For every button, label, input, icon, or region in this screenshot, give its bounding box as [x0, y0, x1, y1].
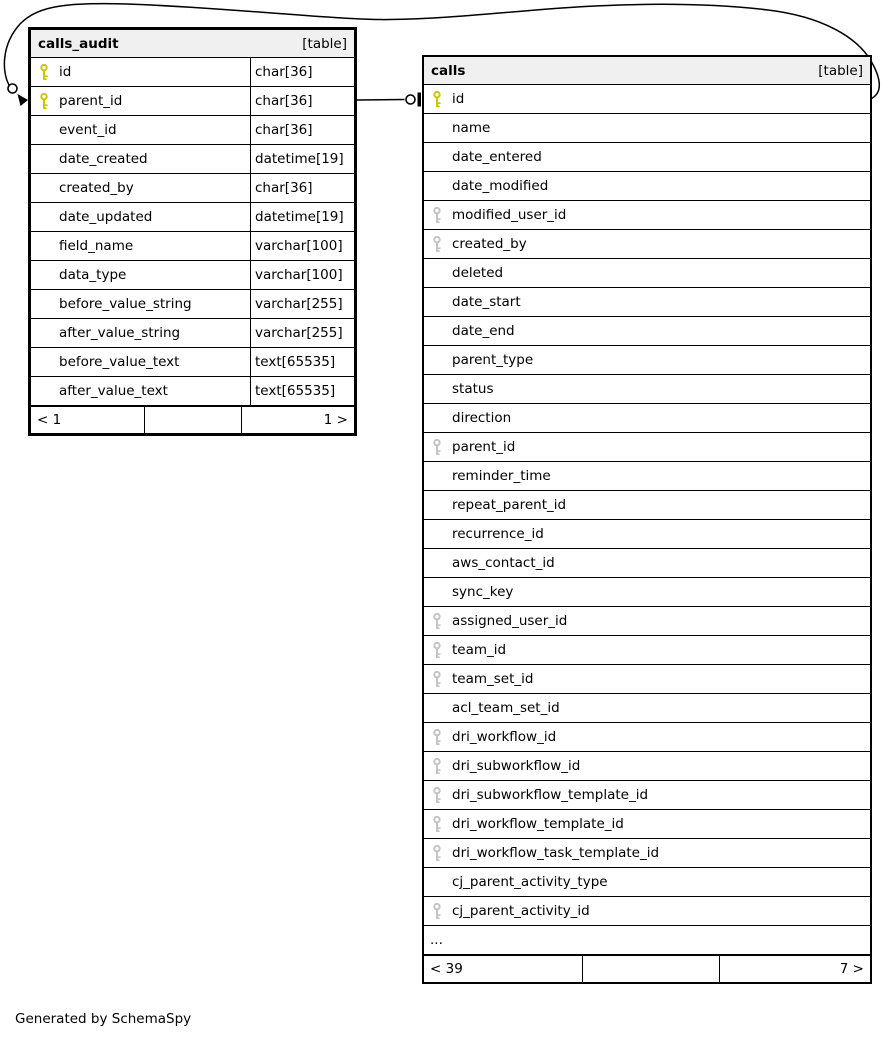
column-row-acl_team_set_id[interactable]: [424, 693, 870, 722]
table-type-badge: [table]: [302, 35, 347, 52]
column-row-dri_subworkflow_template_id[interactable]: [424, 780, 870, 809]
no-key-spacer: [431, 874, 443, 891]
column-row-parent_type[interactable]: [424, 345, 870, 374]
column-name: assigned_user_id: [452, 613, 568, 629]
column-row-parent_id[interactable]: [31, 86, 354, 115]
no-key-spacer: [431, 555, 443, 572]
primary-key-icon: [38, 93, 50, 110]
table-name[interactable]: calls_audit: [38, 35, 119, 52]
column-row-data_type[interactable]: [31, 260, 354, 289]
column-name: field_name: [59, 238, 134, 254]
column-row-aws_contact_id[interactable]: [424, 548, 870, 577]
column-type: varchar[255]: [250, 290, 354, 318]
column-name: date_end: [452, 323, 515, 339]
column-row-date_end[interactable]: [424, 316, 870, 345]
column-type: char[36]: [250, 58, 354, 86]
column-name-cell: [31, 290, 250, 318]
column-name-cell: [31, 203, 250, 231]
arrow-marker: [18, 94, 29, 106]
footer-parents-count: < 1: [31, 407, 145, 433]
foreign-key-icon: [431, 845, 443, 862]
column-row-date_created[interactable]: [31, 144, 354, 173]
column-name-cell: [31, 232, 250, 260]
column-row-date_modified[interactable]: [424, 171, 870, 200]
foreign-key-icon: [431, 613, 443, 630]
column-name-cell: [424, 694, 870, 722]
no-key-spacer: [431, 294, 443, 311]
column-name: repeat_parent_id: [452, 497, 567, 513]
column-name: cj_parent_activity_type: [452, 874, 608, 890]
footer-children-count: 7 >: [839, 961, 864, 977]
table-name[interactable]: calls: [431, 62, 466, 79]
column-row-repeat_parent_id[interactable]: [424, 490, 870, 519]
column-row-deleted[interactable]: [424, 258, 870, 287]
column-name-cell: [424, 346, 870, 374]
column-type: varchar[100]: [250, 261, 354, 289]
table-columns: [424, 84, 870, 925]
column-name: after_value_text: [59, 383, 168, 399]
column-row-after_value_string[interactable]: [31, 318, 354, 347]
column-row-recurrence_id[interactable]: [424, 519, 870, 548]
column-row-created_by[interactable]: [424, 229, 870, 258]
column-name: parent_type: [452, 352, 534, 368]
column-row-after_value_text[interactable]: [31, 376, 354, 405]
column-name-cell: [424, 433, 870, 461]
column-name-cell: [424, 230, 870, 258]
column-name-cell: [424, 781, 870, 809]
column-name-cell: [424, 868, 870, 896]
odot-marker: [406, 95, 415, 104]
column-name: team_id: [452, 642, 507, 658]
table-footer: [424, 954, 870, 982]
table-columns: [31, 57, 354, 405]
generated-by-label: Generated by SchemaSpy: [15, 1011, 192, 1027]
column-name: date_modified: [452, 178, 549, 194]
column-row-date_updated[interactable]: [31, 202, 354, 231]
column-name: dri_subworkflow_template_id: [452, 787, 649, 803]
odot-marker: [8, 84, 17, 93]
column-type: datetime[19]: [250, 145, 354, 173]
footer-middle-cell: [583, 956, 720, 982]
column-row-dri_workflow_id[interactable]: [424, 722, 870, 751]
column-name: event_id: [59, 122, 117, 138]
column-name-cell: [424, 607, 870, 635]
column-row-before_value_string[interactable]: [31, 289, 354, 318]
tee-marker: [418, 93, 422, 107]
column-row-team_id[interactable]: [424, 635, 870, 664]
no-key-spacer: [38, 296, 50, 313]
no-key-spacer: [38, 238, 50, 255]
column-name-cell: [424, 752, 870, 780]
no-key-spacer: [38, 180, 50, 197]
column-name-cell: [424, 288, 870, 316]
column-name: name: [452, 120, 491, 136]
no-key-spacer: [38, 122, 50, 139]
column-name-cell: [424, 143, 870, 171]
column-type: char[36]: [250, 174, 354, 202]
column-row-sync_key[interactable]: [424, 577, 870, 606]
column-row-id[interactable]: [424, 84, 870, 113]
column-name-cell: [424, 520, 870, 548]
column-name-cell: [31, 87, 250, 115]
foreign-key-icon: [431, 816, 443, 833]
column-name: direction: [452, 410, 512, 426]
column-row-reminder_time[interactable]: [424, 461, 870, 490]
column-row-field_name[interactable]: [31, 231, 354, 260]
column-name: modified_user_id: [452, 207, 567, 223]
column-name-cell: [31, 116, 250, 144]
column-row-dri_workflow_task_template_id[interactable]: [424, 838, 870, 867]
column-name: date_updated: [59, 209, 153, 225]
no-key-spacer: [431, 178, 443, 195]
column-row-id[interactable]: [31, 57, 354, 86]
no-key-spacer: [431, 497, 443, 514]
no-key-spacer: [431, 352, 443, 369]
column-name-cell: [424, 839, 870, 867]
column-name: dri_subworkflow_id: [452, 758, 581, 774]
no-key-spacer: [431, 526, 443, 543]
primary-key-icon: [431, 91, 443, 108]
table-footer: [31, 405, 354, 433]
column-name-cell: [424, 462, 870, 490]
column-row-name[interactable]: [424, 113, 870, 142]
column-name-cell: [424, 172, 870, 200]
column-name-cell: [424, 810, 870, 838]
column-name-cell: [31, 261, 250, 289]
column-name-cell: [424, 549, 870, 577]
column-row-cj_parent_activity_type[interactable]: [424, 867, 870, 896]
table-header: [424, 57, 870, 84]
column-type: varchar[100]: [250, 232, 354, 260]
foreign-key-icon: [431, 439, 443, 456]
column-name: acl_team_set_id: [452, 700, 560, 716]
column-row-assigned_user_id[interactable]: [424, 606, 870, 635]
no-key-spacer: [431, 584, 443, 601]
footer-parents-count: < 39: [424, 956, 583, 982]
column-name-cell: [424, 259, 870, 287]
column-name: date_entered: [452, 149, 542, 165]
column-name: deleted: [452, 265, 504, 281]
column-name: dri_workflow_id: [452, 729, 557, 745]
no-key-spacer: [431, 323, 443, 340]
no-key-spacer: [38, 325, 50, 342]
column-type: text[65535]: [250, 348, 354, 376]
footer-middle-cell: [145, 407, 242, 433]
column-row-dri_workflow_template_id[interactable]: [424, 809, 870, 838]
column-row-created_by[interactable]: [31, 173, 354, 202]
foreign-key-icon: [431, 236, 443, 253]
column-name-cell: [31, 377, 250, 405]
column-type: char[36]: [250, 116, 354, 144]
column-row-parent_id[interactable]: [424, 432, 870, 461]
foreign-key-icon: [431, 642, 443, 659]
column-name-cell: [424, 85, 870, 113]
column-name: date_created: [59, 151, 148, 167]
column-name: aws_contact_id: [452, 555, 555, 571]
column-name: status: [452, 381, 494, 397]
foreign-key-icon: [431, 207, 443, 224]
column-name: date_start: [452, 294, 521, 310]
column-row-date_start[interactable]: [424, 287, 870, 316]
no-key-spacer: [38, 383, 50, 400]
column-name: team_set_id: [452, 671, 534, 687]
column-name-cell: [424, 114, 870, 142]
column-name: parent_id: [452, 439, 516, 455]
foreign-key-icon: [431, 729, 443, 746]
no-key-spacer: [431, 149, 443, 166]
column-row-status[interactable]: [424, 374, 870, 403]
table-calls: [422, 55, 872, 984]
no-key-spacer: [431, 468, 443, 485]
column-name: reminder_time: [452, 468, 551, 484]
column-name: before_value_string: [59, 296, 192, 312]
relationship-straight: [357, 93, 421, 107]
column-row-direction[interactable]: [424, 403, 870, 432]
column-name: dri_workflow_template_id: [452, 816, 624, 832]
column-name-cell: [424, 665, 870, 693]
column-name: parent_id: [59, 93, 123, 109]
column-name-cell: [31, 58, 250, 86]
column-name-cell: [31, 174, 250, 202]
column-name-cell: [31, 348, 250, 376]
no-key-spacer: [431, 120, 443, 137]
column-type: varchar[255]: [250, 319, 354, 347]
no-key-spacer: [38, 209, 50, 226]
foreign-key-icon: [431, 787, 443, 804]
column-name: created_by: [59, 180, 134, 196]
column-row-event_id[interactable]: [31, 115, 354, 144]
column-name: id: [452, 91, 465, 107]
no-key-spacer: [38, 354, 50, 371]
no-key-spacer: [38, 267, 50, 284]
column-name: before_value_text: [59, 354, 180, 370]
footer-children-count: 1 >: [323, 412, 348, 428]
foreign-key-icon: [431, 671, 443, 688]
column-type: datetime[19]: [250, 203, 354, 231]
column-name: dri_workflow_task_template_id: [452, 845, 660, 861]
column-name: id: [59, 64, 72, 80]
column-name: created_by: [452, 236, 527, 252]
column-name-cell: [31, 145, 250, 173]
column-name: cj_parent_activity_id: [452, 903, 590, 919]
column-row-dri_subworkflow_id[interactable]: [424, 751, 870, 780]
column-name-cell: [424, 375, 870, 403]
no-key-spacer: [431, 410, 443, 427]
column-row-cj_parent_activity_id[interactable]: [424, 896, 870, 925]
primary-key-icon: [38, 64, 50, 81]
column-row-modified_user_id[interactable]: [424, 200, 870, 229]
column-name-cell: [31, 319, 250, 347]
column-row-date_entered[interactable]: [424, 142, 870, 171]
column-type: char[36]: [250, 87, 354, 115]
no-key-spacer: [431, 381, 443, 398]
column-name: sync_key: [452, 584, 514, 600]
column-name-cell: [424, 317, 870, 345]
column-name-cell: [424, 201, 870, 229]
no-key-spacer: [431, 700, 443, 717]
column-type: text[65535]: [250, 377, 354, 405]
table-header: [31, 30, 354, 57]
table-calls-audit: [28, 27, 357, 436]
foreign-key-icon: [431, 903, 443, 920]
column-name: data_type: [59, 267, 127, 283]
column-name-cell: [424, 491, 870, 519]
table-type-badge: [table]: [818, 62, 863, 79]
no-key-spacer: [431, 265, 443, 282]
foreign-key-icon: [431, 758, 443, 775]
column-name-cell: [424, 897, 870, 925]
column-name-cell: [424, 578, 870, 606]
column-name: recurrence_id: [452, 526, 544, 542]
column-name-cell: [424, 404, 870, 432]
column-row-before_value_text[interactable]: [31, 347, 354, 376]
column-row-team_set_id[interactable]: [424, 664, 870, 693]
no-key-spacer: [38, 151, 50, 168]
column-name-cell: [424, 636, 870, 664]
more-columns-ellipsis: ...: [424, 925, 870, 954]
column-name-cell: [424, 723, 870, 751]
column-name: after_value_string: [59, 325, 181, 341]
